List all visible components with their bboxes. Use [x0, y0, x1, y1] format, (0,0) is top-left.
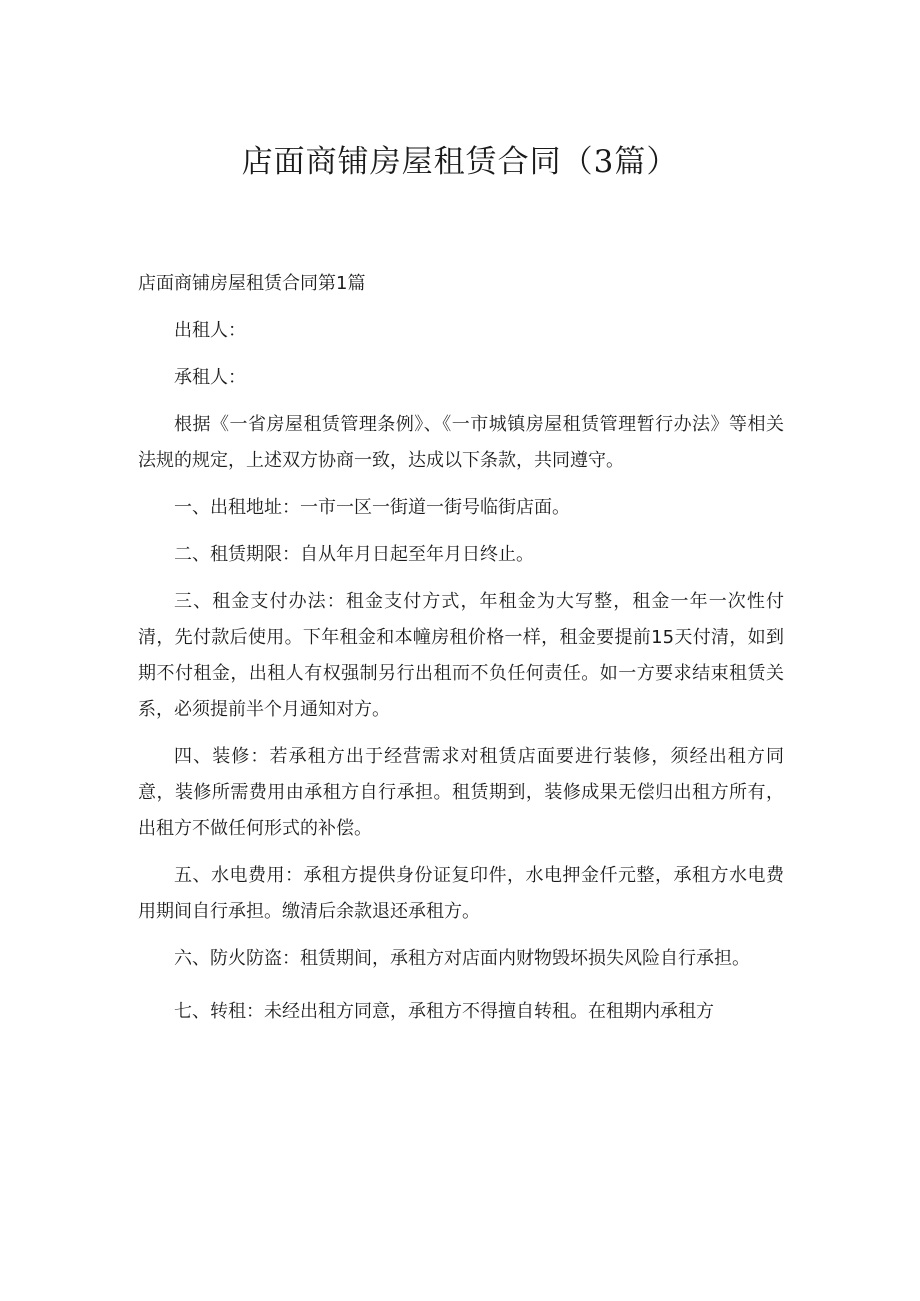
section-heading: 店面商铺房屋租赁合同第1篇 [138, 273, 366, 294]
paragraph-clause-2: 二、租赁期限：自从年月日起至年月日终止。 [174, 544, 534, 565]
paragraph-clause-3: 三、租金支付办法：租金支付方式，年租金为大写整，租金一年一次性付清，先付款后使用。下年租金和本幢房租价格一样，租金要提前15天付清，如到期不付租金，出租人有权强制另行出租而不负任何责任。如一方要求结束租赁关系，必须提前半个月通知对方。 [138, 591, 784, 720]
paragraph-clause-1: 一、出租地址：一市一区一街道一街号临街店面。 [174, 497, 570, 518]
paragraph-clause-5: 五、水电费用：承租方提供身份证复印件，水电押金仟元整，承租方水电费用期间自行承担。缴清后余款退还承租方。 [138, 865, 784, 922]
paragraph-clause-4: 四、装修：若承租方出于经营需求对租赁店面要进行装修，须经出租方同意，装修所需费用由承租方自行承担。租赁期到，装修成果无偿归出租方所有，出租方不做任何形式的补偿。 [138, 746, 784, 839]
paragraph-clause-6: 六、防火防盗：租赁期间，承租方对店面内财物毁坏损失风险自行承担。 [174, 948, 750, 969]
paragraph-lessor: 出租人： [174, 320, 246, 341]
paragraph-clause-7: 七、转租：未经出租方同意，承租方不得擅自转租。在租期内承租方 [174, 1001, 714, 1022]
document-body [138, 266, 784, 1041]
document-title: 店面商铺房屋租赁合同（3篇） [241, 144, 679, 180]
paragraph-lessee: 承租人： [174, 367, 246, 388]
paragraph-preamble: 根据《一省房屋租赁管理条例》、《一市城镇房屋租赁管理暂行办法》等相关法规的规定，上述双方协商一致，达成以下条款，共同遵守。 [138, 414, 784, 471]
